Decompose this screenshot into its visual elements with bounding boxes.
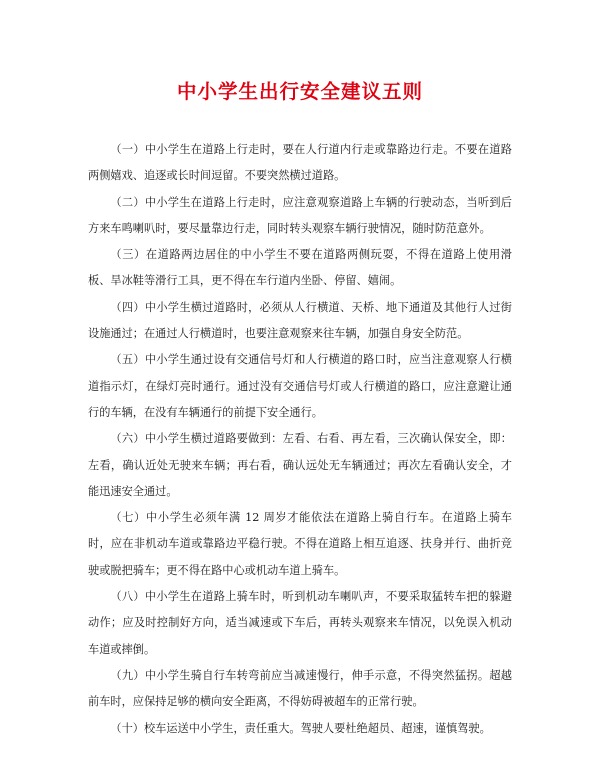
paragraph-8: （八）中小学生在道路上骑车时，听到机动车喇叭声，不要采取猛转车把的躲避动作；应及时控制好方向，适当减速或下车后，再转头观察来车情况，以免误入机动车道或摔倒。 [88,590,512,656]
paragraph-4: （四）中小学生横过道路时，必须从人行横道、天桥、地下通道及其他行人过街设施通过；在通过人行横道时，也要注意观察来往车辆，加强自身安全防范。 [88,300,512,341]
paragraph-5: （五）中小学生通过设有交通信号灯和人行横道的路口时，应当注意观察人行横道指示灯，在绿灯亮时通行。通过没有交通信号灯或人行横道的路口，应注意避让通行的车辆，在没有车辆通行的前提下安全通行。 [88,353,512,419]
page-title: 中小学生出行安全建议五则 [176,80,423,103]
paragraph-2: （二）中小学生在道路上行走时，应注意观察道路上车辆的行驶动态，当听到后方来车鸣喇叭时，要尽量靠边行走，同时转头观察车辆行驶情况，随时防范意外。 [88,195,512,235]
document-body [88,137,512,742]
paragraph-3: （三）在道路两边居住的中小学生不要在道路两侧玩耍，不得在道路上使用滑板、旱冰鞋等滑行工具，更不得在车行道内坐卧、停留、嬉闹。 [88,248,512,288]
paragraph-1: （一）中小学生在道路上行走时，要在人行道内行走或靠路边行走。不要在道路两侧嬉戏、追逐或长时间逗留。不要突然横过道路。 [88,143,512,183]
paragraph-10: （十）校车运送中小学生，责任重大。驾驶人要杜绝超员、超速，谨慎驾驶。 [110,721,491,735]
paragraph-6: （六）中小学生横过道路要做到：左看、右看、再左看，三次确认保安全，即：左看，确认近处无驶来车辆；再右看，确认远处无车辆通过；再次左看确认安全，才能迅速安全通过。 [88,432,512,498]
paragraph-7: （七）中小学生必须年满 12 周岁才能依法在道路上骑自行车。在道路上骑车时，应在非机动车道或靠路边平稳行驶。不得在道路上相互追逐、扶身并行、曲折竞驶或脱把骑车；更不得在路中心或机动车道上骑车。 [88,511,512,577]
paragraph-9: （九）中小学生骑自行车转弯前应当减速慢行，伸手示意，不得突然猛拐。超越前车时，应保持足够的横向安全距离，不得妨碍被超车的正常行驶。 [88,668,512,709]
document-page [88,0,512,742]
